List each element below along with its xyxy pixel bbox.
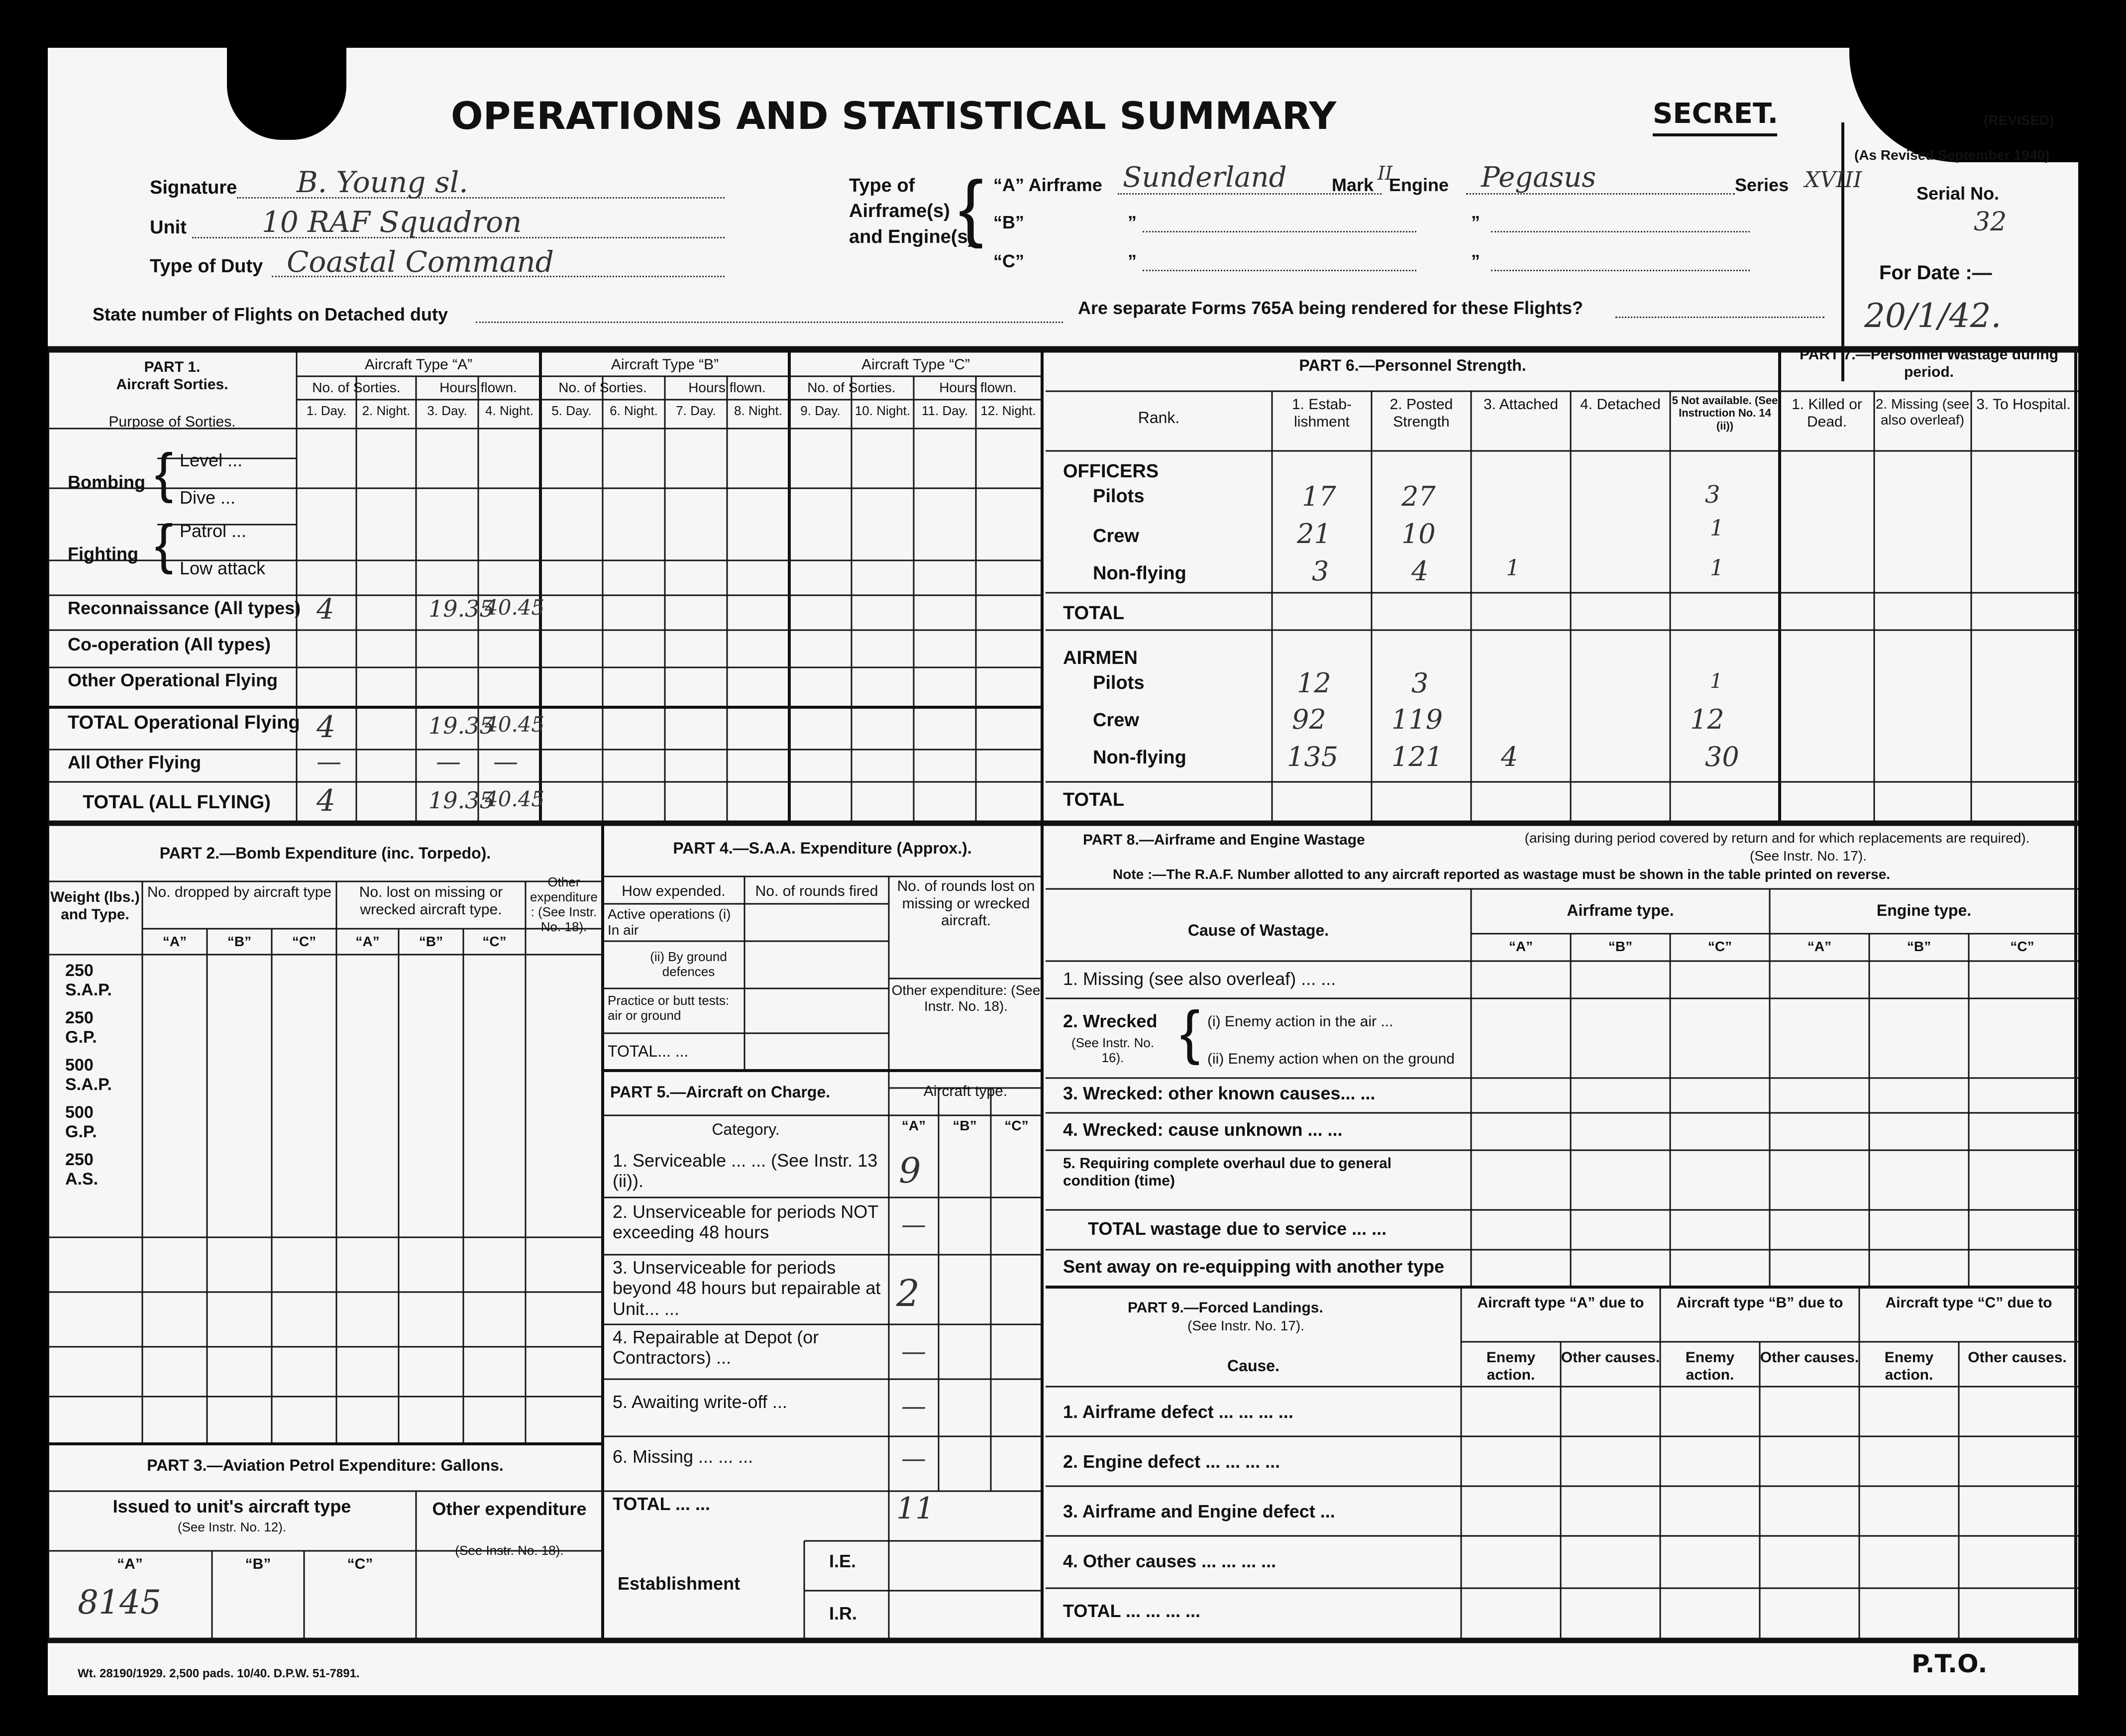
p1-col-2: 2. Night.: [362, 403, 411, 418]
p5-missing-value[interactable]: —: [901, 1444, 926, 1473]
ditto-b2: ”: [1471, 212, 1480, 232]
p6-m-total: TOTAL: [1063, 789, 1125, 810]
total-op-night-hours[interactable]: 40.45: [485, 712, 545, 737]
p1-type-a: Aircraft Type “A”: [364, 356, 473, 373]
p2-lost: No. lost on missing or wrecked aircraft type.: [359, 884, 503, 918]
p9-type-a: Aircraft type “A” due to: [1477, 1295, 1644, 1311]
p6-o-pilots: Pilots: [1093, 486, 1145, 507]
p9-c-other: Other causes.: [1968, 1349, 2067, 1366]
o-crew-posted[interactable]: 10: [1401, 518, 1436, 549]
secret-label: SECRET.: [1653, 98, 1779, 130]
p8-title-rest: (arising during period covered by return and for which replacements are required).: [1524, 830, 2030, 846]
p8-engine: Engine type.: [1876, 901, 1972, 919]
p1-col-12: 12. Night.: [980, 403, 1036, 418]
revised-note: (As Revised September 1940): [1854, 147, 2050, 163]
ditto-b1: ”: [1128, 212, 1137, 232]
p9-type-c: Aircraft type “C” due to: [1885, 1295, 2052, 1311]
p1-other-op: Other Operational Flying: [68, 670, 278, 690]
pto-label: P.T.O.: [1912, 1649, 1988, 1678]
p3-a-value[interactable]: 8145: [78, 1583, 161, 1622]
p6-col-4: 4. Detached: [1580, 396, 1661, 413]
all-other-sorties[interactable]: —: [317, 747, 341, 776]
p6-officers: OFFICERS: [1063, 461, 1159, 482]
all-other-night-hours[interactable]: —: [493, 747, 518, 776]
p3-a: “A”: [117, 1556, 143, 1572]
for-date-label: For Date :—: [1879, 262, 1992, 284]
p4-title: PART 4.—S.A.A. Expenditure (Approx.).: [673, 839, 972, 857]
p9-a-other: Other causes.: [1561, 1349, 1660, 1366]
p3-c: “C”: [347, 1556, 373, 1572]
mark-value[interactable]: II: [1378, 162, 1393, 184]
p4-active: Active operations (i) In air: [608, 906, 731, 938]
p2-row-1: 250 S.A.P.: [65, 961, 112, 1000]
p5-establishment: Establishment: [618, 1573, 741, 1594]
m-nonflying-estab[interactable]: 135: [1287, 741, 1339, 772]
p4-other: Other expenditure: (See Instr. No. 18).: [891, 982, 1041, 1014]
p8-af-b: “B”: [1608, 939, 1633, 954]
unit-label: Unit: [150, 217, 187, 238]
p5-title: PART 5.—Aircraft on Charge.: [610, 1083, 831, 1101]
p2-drop-b: “B”: [227, 934, 252, 949]
p6-o-nonflying: Non-flying: [1093, 563, 1186, 584]
p9-b-enemy: Enemy action.: [1685, 1349, 1735, 1383]
p6-m-nonflying: Non-flying: [1093, 747, 1186, 768]
p9-row-4: 4. Other causes ... ... ... ...: [1063, 1551, 1276, 1571]
rule-bottom: [48, 1638, 2078, 1643]
print-code: Wt. 28190/1929. 2,500 pads. 10/40. D.P.W. 51-7891.: [78, 1667, 360, 1680]
p8-missing: 1. Missing (see also overleaf) ... ...: [1063, 969, 1336, 989]
p9-c-enemy: Enemy action.: [1884, 1349, 1934, 1383]
p8-wrecked-note: (See Instr. No. 16).: [1071, 1035, 1155, 1065]
p6-title: PART 6.—Personnel Strength.: [1299, 356, 1526, 374]
mark-label: Mark: [1332, 175, 1374, 195]
p3-issued-note: (See Instr. No. 12).: [177, 1519, 287, 1534]
p1-hours-c: Hours flown.: [939, 380, 1017, 395]
row-c-label: “C”: [993, 251, 1024, 271]
o-pilots-posted[interactable]: 27: [1401, 481, 1436, 512]
p8-total: TOTAL wastage due to service ... ...: [1088, 1218, 1387, 1239]
p5-total-value[interactable]: 11: [896, 1491, 935, 1526]
p3-b: “B”: [245, 1556, 271, 1572]
rule-mid: [48, 821, 2078, 826]
row-b-label: “B”: [993, 212, 1024, 232]
p9-type-b: Aircraft type “B” due to: [1676, 1295, 1843, 1311]
p7-col-2: 2. Missing (see also overleaf): [1875, 396, 1970, 428]
signature-value[interactable]: B. Young sl.: [297, 165, 468, 199]
p8-w2: (ii) Enemy action when on the ground: [1207, 1051, 1455, 1067]
p8-see: (See Instr. No. 17).: [1750, 848, 1867, 864]
m-crew-na[interactable]: 12: [1690, 704, 1724, 735]
p1-type-c: Aircraft Type “C”: [861, 356, 970, 373]
signature-label: Signature: [150, 177, 237, 198]
p6-o-total: TOTAL: [1063, 603, 1125, 624]
p9-title: PART 9.—Forced Landings.: [1128, 1300, 1323, 1316]
o-crew-estab[interactable]: 21: [1297, 518, 1331, 549]
p8-title: PART 8.—Airframe and Engine Wastage: [1083, 832, 1365, 848]
p2-row-2: 250 G.P.: [65, 1008, 97, 1047]
recon-night-hours[interactable]: 40.45: [485, 595, 545, 620]
series-label: Series: [1735, 175, 1789, 195]
p7-title: PART 7.—Personnel Wastage during period.: [1799, 346, 2059, 380]
p8-r5: 5. Requiring complete overhaul due to general condition (time): [1063, 1155, 1392, 1189]
p9-b-other: Other causes.: [1760, 1349, 1859, 1366]
p8-note: Note :—The R.A.F. Number allotted to any aircraft reported as wastage must be shown in the table printed on reverse.: [1113, 867, 1891, 882]
forms-question: Are separate Forms 765A being rendered for these Flights?: [1078, 298, 1583, 318]
p1-sorties-b: No. of Sorties.: [558, 380, 647, 395]
p2-lost-a: “A”: [355, 934, 380, 949]
type-label: Type of Airframe(s) and Engine(s): [849, 175, 974, 247]
p5-row-6: 6. Missing ... ... ...: [613, 1446, 753, 1467]
type-brace: {: [958, 165, 984, 249]
p1-title: PART 1.: [144, 359, 201, 375]
total-all-day-hours[interactable]: 19.35: [428, 787, 494, 814]
p1-recon: Reconnaissance (All types): [68, 598, 301, 618]
detached-label: State number of Flights on Detached duty: [93, 304, 448, 325]
p4-ground: (ii) By ground defences: [650, 949, 727, 979]
o-nonflying-posted[interactable]: 4: [1411, 555, 1429, 587]
p8-r3: 3. Wrecked: other known causes... ...: [1063, 1083, 1376, 1103]
p9-see: (See Instr. No. 17).: [1187, 1318, 1304, 1333]
p5-writeoff-value[interactable]: —: [901, 1392, 926, 1420]
p1-col-4: 4. Night.: [485, 403, 533, 418]
p1-sorties-c: No. of Sorties.: [807, 380, 896, 395]
p2-title: PART 2.—Bomb Expenditure (inc. Torpedo).: [159, 844, 491, 862]
p5-row-4: 4. Repairable at Depot (or Contractors) ...: [613, 1327, 819, 1368]
o-nonflying-attached[interactable]: 1: [1506, 555, 1520, 581]
m-pilots-estab[interactable]: 12: [1297, 667, 1331, 699]
p4-total: TOTAL... ...: [608, 1042, 689, 1060]
p1-low: Low attack: [180, 558, 266, 578]
p1-hours-b: Hours flown.: [688, 380, 766, 395]
unit-value[interactable]: 10 RAF Squadron: [262, 205, 522, 239]
p1-purpose: Purpose of Sorties.: [108, 414, 236, 430]
p2-row-4: 500 G.P.: [65, 1103, 97, 1142]
p5-row-1: 1. Serviceable ... ... (See Instr. 13 (ii)).: [613, 1150, 878, 1192]
duty-label: Type of Duty: [150, 256, 263, 277]
p4-lost: No. of rounds lost on missing or wrecked aircraft.: [897, 878, 1035, 929]
p2-row-5: 250 A.S.: [65, 1150, 99, 1189]
for-date-value: 20/1/42.: [1864, 297, 2002, 335]
m-pilots-na[interactable]: 1: [1710, 670, 1723, 693]
p8-wrecked: 2. Wrecked: [1063, 1011, 1158, 1031]
p2-lost-b: “B”: [419, 934, 443, 949]
p1-type-b: Aircraft Type “B”: [611, 356, 719, 373]
p6-col-3: 3. Attached: [1483, 396, 1559, 413]
p4-practice: Practice or butt tests: air or ground: [608, 993, 730, 1023]
p5-ir: I.R.: [829, 1603, 857, 1624]
p6-m-pilots: Pilots: [1093, 672, 1145, 693]
p6-col-2: 2. Posted Strength: [1389, 396, 1453, 430]
p2-drop-c: “C”: [292, 934, 317, 949]
form-title: OPERATIONS AND STATISTICAL SUMMARY: [451, 94, 1337, 138]
p5-row-5: 5. Awaiting write-off ...: [613, 1392, 787, 1412]
form-sheet: [48, 48, 2078, 1695]
p1-bombing: Bombing: [68, 472, 145, 492]
serial-label: Serial No.: [1916, 183, 2000, 204]
p9-row-2: 2. Engine defect ... ... ... ...: [1063, 1451, 1280, 1472]
p5-row-2: 2. Unserviceable for periods NOT exceeding 48 hours: [613, 1201, 878, 1243]
p1-hours-a: Hours flown.: [439, 380, 517, 395]
all-other-day-hours[interactable]: —: [436, 747, 461, 776]
p1-col-7: 7. Day.: [676, 403, 716, 418]
total-all-sorties[interactable]: 4: [317, 783, 336, 818]
p2-lost-c: “C”: [482, 934, 507, 949]
p2-dropped: No. dropped by aircraft type: [147, 884, 332, 900]
p1-fighting-brace: {: [155, 514, 173, 575]
p5-c: “C”: [1004, 1118, 1029, 1133]
p3-other: Other expenditure: [432, 1499, 587, 1519]
airframe-value[interactable]: Sunderland: [1123, 161, 1287, 194]
p1-dive: Dive ...: [180, 487, 236, 508]
m-nonflying-na[interactable]: 30: [1705, 741, 1739, 772]
p3-title: PART 3.—Aviation Petrol Expenditure: Gallons.: [147, 1456, 504, 1474]
p1-col-10: 10. Night.: [854, 403, 911, 418]
p2-drop-a: “A”: [162, 934, 187, 949]
ditto-c1: ”: [1128, 251, 1137, 271]
p8-w1: (i) Enemy action in the air ...: [1207, 1013, 1393, 1030]
p8-r4: 4. Wrecked: cause unknown ... ...: [1063, 1119, 1343, 1140]
p9-row-5: TOTAL ... ... ... ...: [1063, 1601, 1201, 1621]
series-value[interactable]: XVIII: [1805, 167, 1862, 193]
rule-top: [48, 346, 2078, 352]
p5-a: “A”: [901, 1118, 926, 1133]
p9-a-enemy: Enemy action.: [1486, 1349, 1536, 1383]
p8-cause: Cause of Wastage.: [1187, 921, 1329, 939]
p2-other: Other expenditure : (See Instr. No. 18).: [530, 874, 598, 934]
m-crew-posted[interactable]: 119: [1391, 704, 1443, 735]
p5-type: Aircraft type.: [923, 1083, 1008, 1099]
p1-col-9: 9. Day.: [800, 403, 841, 418]
p1-total-all: TOTAL (ALL FLYING): [83, 792, 271, 813]
m-nonflying-attached[interactable]: 4: [1501, 741, 1518, 772]
p6-airmen: AIRMEN: [1063, 648, 1138, 668]
engine-value[interactable]: Pegasus: [1481, 161, 1596, 194]
p1-bombing-brace: {: [155, 442, 173, 504]
p3-other-note: (See Instr. No. 18).: [455, 1543, 564, 1558]
recon-day-hours[interactable]: 19.35: [428, 595, 494, 622]
p1-sorties-a: No. of Sorties.: [312, 380, 401, 395]
p8-en-a: “A”: [1807, 939, 1832, 954]
o-pilots-estab[interactable]: 17: [1302, 481, 1336, 512]
p1-col-5: 5. Day.: [551, 403, 592, 418]
total-all-night-hours[interactable]: 40.45: [485, 787, 545, 811]
p5-unserv48-value[interactable]: —: [901, 1210, 926, 1239]
p5-serviceable-value[interactable]: 9: [899, 1150, 921, 1191]
p8-en-b: “B”: [1907, 939, 1931, 954]
recon-sorties[interactable]: 4: [317, 593, 334, 626]
p8-af-a: “A”: [1508, 939, 1533, 954]
p9-cause: Cause.: [1227, 1357, 1279, 1375]
p2-weight: Weight (lbs.) and Type.: [50, 889, 140, 923]
p1-subtitle: Aircraft Sorties.: [116, 376, 228, 393]
p8-wrecked-brace: {: [1180, 999, 1200, 1066]
p1-patrol: Patrol ...: [180, 521, 247, 541]
p1-col-11: 11. Day.: [922, 403, 968, 418]
engine-label: Engine: [1389, 175, 1449, 195]
p1-level: Level ...: [180, 450, 243, 470]
p8-af-c: “C”: [1707, 939, 1732, 954]
p6-col-5: 5 Not available. (See Instruction No. 14 (ii)): [1672, 394, 1778, 432]
o-crew-na[interactable]: 1: [1710, 516, 1724, 541]
p1-col-8: 8. Night.: [734, 403, 782, 418]
p6-o-crew: Crew: [1093, 526, 1139, 546]
p1-total-op: TOTAL Operational Flying: [68, 712, 300, 733]
p9-row-3: 3. Airframe and Engine defect ...: [1063, 1501, 1335, 1521]
row-a-label: “A” Airframe: [993, 175, 1102, 195]
p8-sent: Sent away on re-equipping with another type: [1063, 1256, 1445, 1277]
p4-how: How expended.: [622, 883, 726, 899]
p1-fighting: Fighting: [68, 543, 138, 564]
p9-row-1: 1. Airframe defect ... ... ... ...: [1063, 1402, 1293, 1422]
p8-en-c: “C”: [2010, 939, 2034, 954]
p5-category: Category.: [712, 1120, 780, 1138]
m-pilots-posted[interactable]: 3: [1411, 667, 1429, 699]
p1-col-1: 1. Day.: [306, 403, 347, 418]
o-nonflying-na[interactable]: 1: [1710, 555, 1724, 581]
p2-row-3: 500 S.A.P.: [65, 1056, 112, 1094]
total-op-day-hours[interactable]: 19.35: [428, 712, 494, 739]
serial-value: 32: [1974, 207, 2007, 237]
p1-col-6: 6. Night.: [610, 403, 658, 418]
revised-top: (REVISED): [1984, 112, 2054, 128]
p5-unit-value[interactable]: 2: [896, 1272, 920, 1315]
p5-ie: I.E.: [829, 1551, 856, 1571]
o-nonflying-estab[interactable]: 3: [1312, 555, 1329, 587]
p4-fired: No. of rounds fired: [755, 883, 878, 899]
p5-b: “B”: [953, 1118, 977, 1133]
p7-col-1: 1. Killed or Dead.: [1792, 396, 1862, 430]
m-nonflying-posted[interactable]: 121: [1391, 741, 1443, 772]
total-op-sorties[interactable]: 4: [317, 710, 336, 745]
ditto-c2: ”: [1471, 251, 1480, 271]
o-pilots-na[interactable]: 3: [1705, 481, 1720, 509]
p8-airframe: Airframe type.: [1567, 901, 1674, 919]
p5-depot-value[interactable]: —: [901, 1337, 926, 1366]
p6-rank: Rank.: [1138, 409, 1180, 427]
m-crew-estab[interactable]: 92: [1292, 704, 1326, 735]
p6-m-crew: Crew: [1093, 710, 1139, 731]
p1-all-other: All Other Flying: [68, 752, 202, 772]
p1-coop: Co-operation (All types): [68, 634, 271, 654]
p5-total: TOTAL ... ...: [613, 1494, 711, 1514]
p5-row-3: 3. Unserviceable for periods beyond 48 hours but repairable at Unit... ...: [613, 1257, 881, 1319]
p6-col-1: 1. Estab- lishment: [1291, 396, 1352, 430]
p3-issued: Issued to unit's aircraft type: [112, 1496, 351, 1517]
duty-value[interactable]: Coastal Command: [287, 245, 554, 279]
p7-col-3: 3. To Hospital.: [1976, 396, 2071, 413]
p1-col-3: 3. Day.: [427, 403, 467, 418]
